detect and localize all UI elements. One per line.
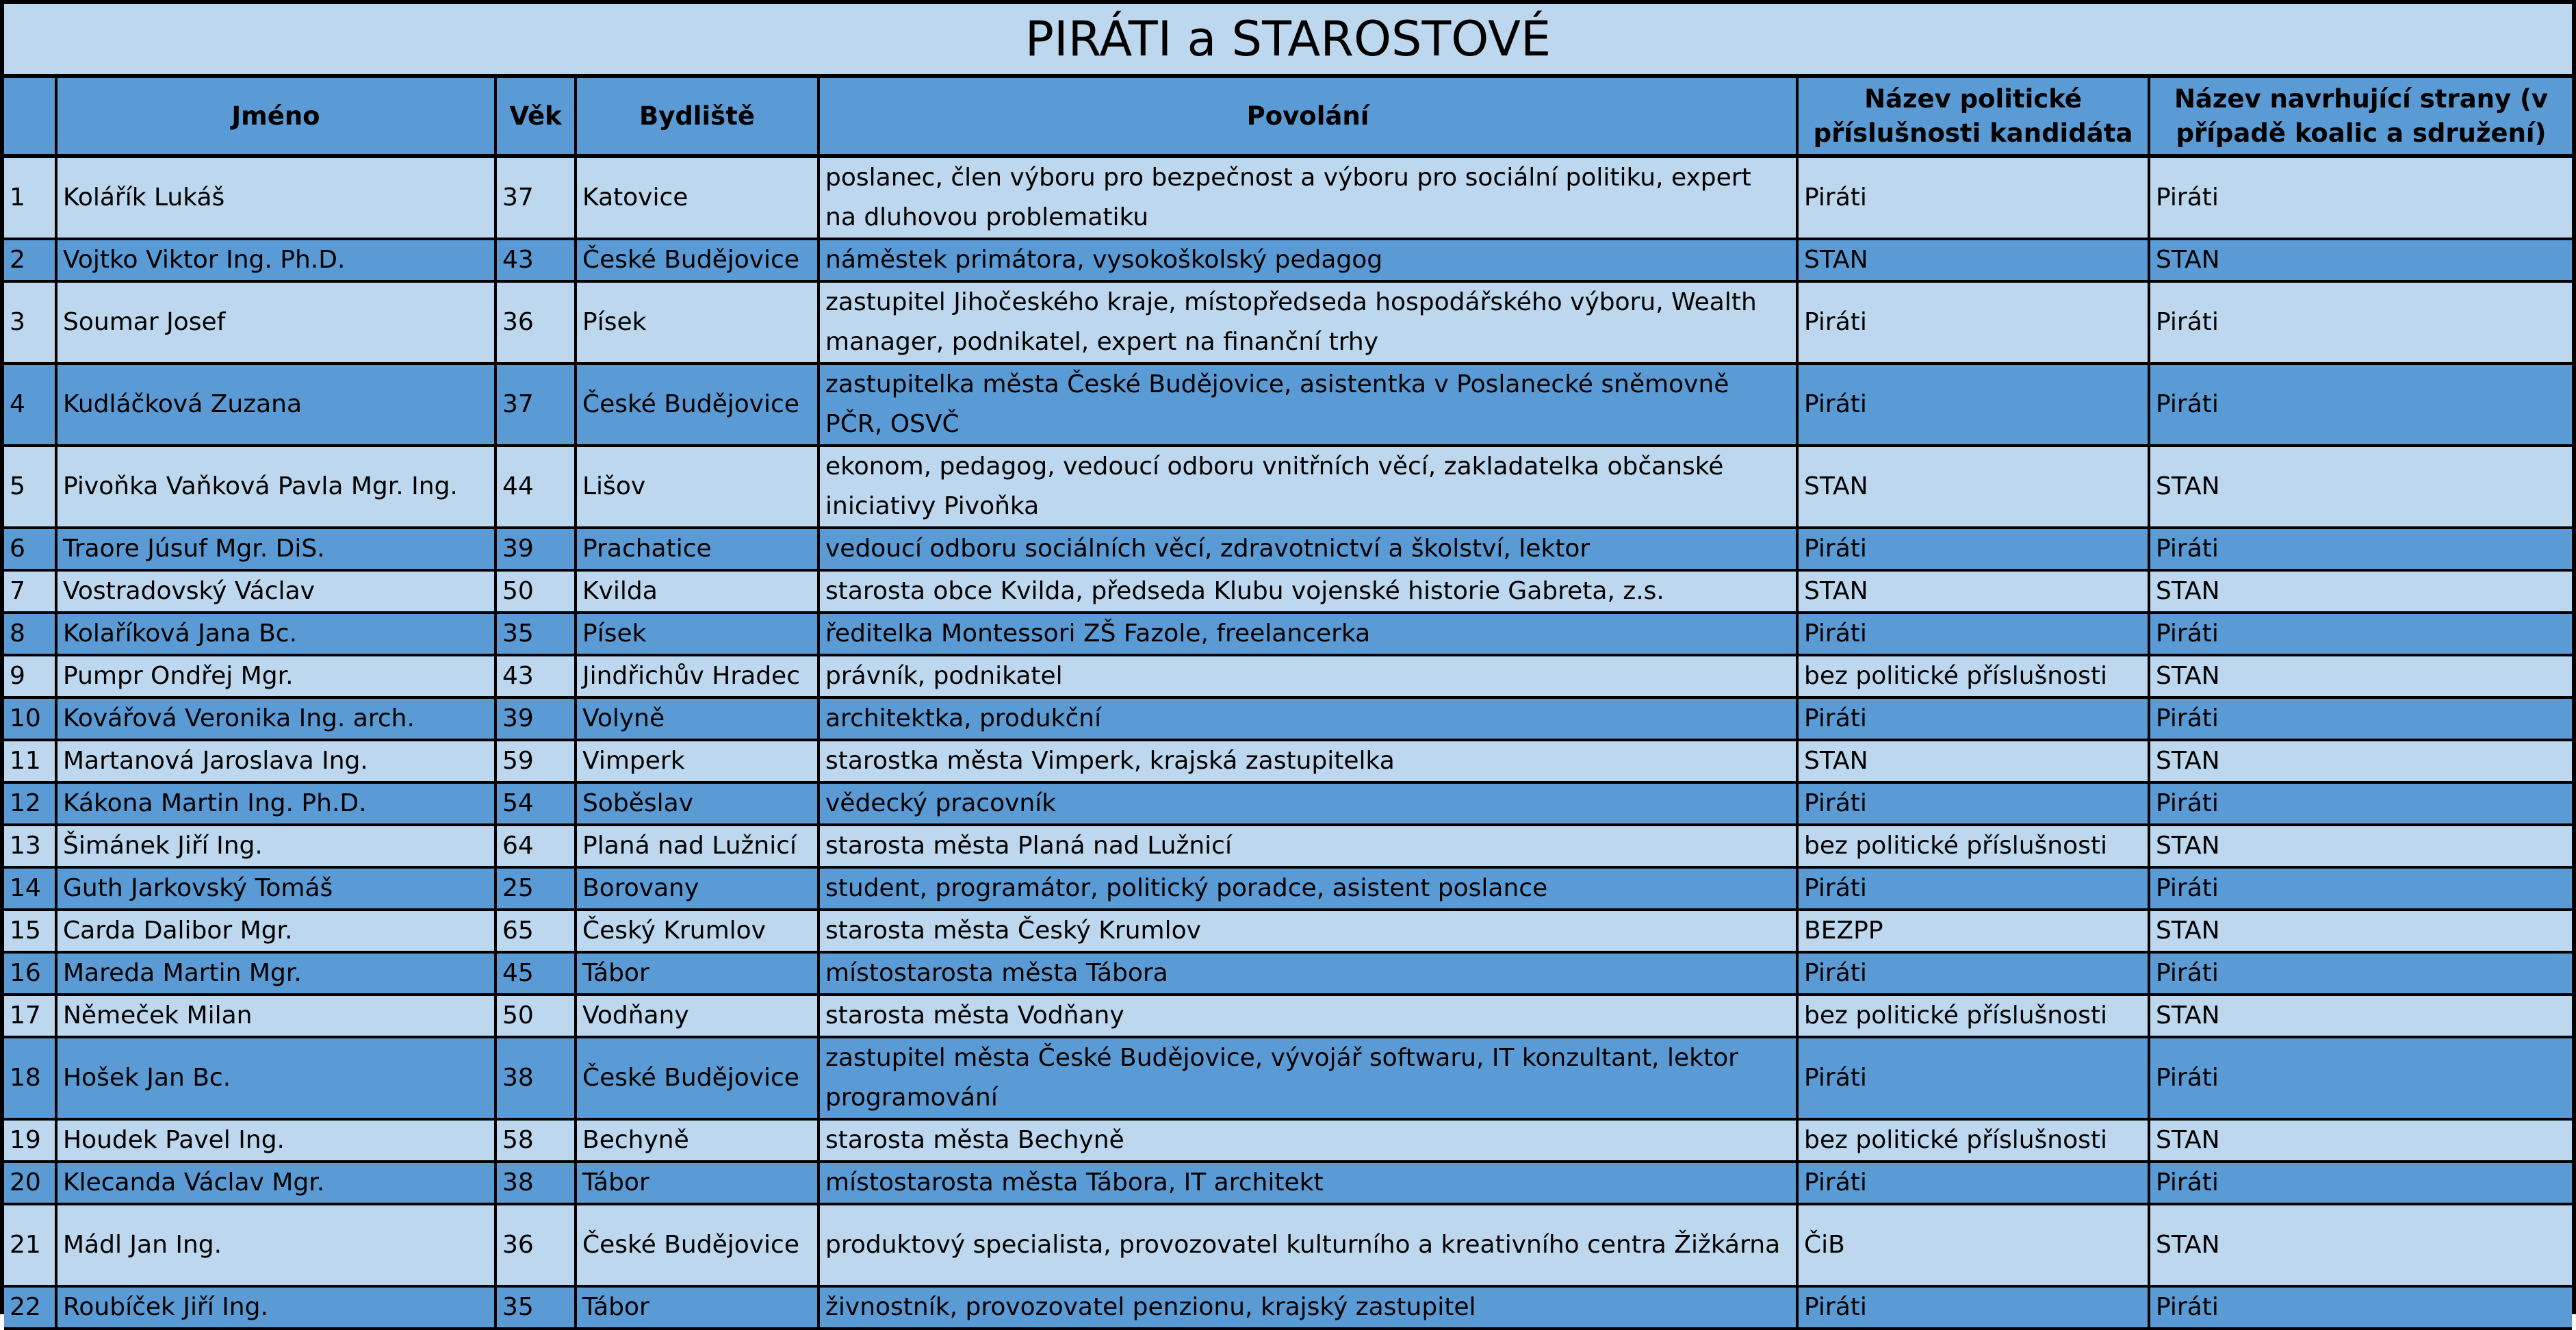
political-affiliation-cell[interactable]: Piráti xyxy=(1797,952,2149,995)
name-cell[interactable]: Soumar Josef xyxy=(56,281,495,363)
political-affiliation-cell[interactable]: STAN xyxy=(1797,570,2149,613)
table-row xyxy=(4,952,2572,995)
political-affiliation-cell[interactable]: Piráti xyxy=(1797,156,2149,239)
name-cell[interactable]: Kákona Martin Ing. Ph.D. xyxy=(56,782,495,825)
occupation-cell[interactable]: živnostník, provozovatel penzionu, krajský zastupitel xyxy=(819,1286,1797,1329)
row-number-cell[interactable]: 18 xyxy=(4,1037,56,1119)
residence-cell[interactable]: Jindřichův Hradec xyxy=(576,655,819,698)
age-cell[interactable]: 44 xyxy=(495,446,576,528)
table-row xyxy=(4,1037,2572,1119)
occupation-cell[interactable]: vědecký pracovník xyxy=(819,782,1797,825)
table-row xyxy=(4,446,2572,528)
name-cell[interactable]: Houdek Pavel Ing. xyxy=(56,1119,495,1162)
political-affiliation-cell[interactable]: STAN xyxy=(1797,446,2149,528)
header-number[interactable] xyxy=(4,78,56,156)
header-name[interactable]: Jméno xyxy=(56,78,495,156)
name-cell[interactable]: Martanová Jaroslava Ing. xyxy=(56,740,495,782)
table-row xyxy=(4,281,2572,363)
political-affiliation-cell[interactable]: STAN xyxy=(1797,740,2149,782)
occupation-cell[interactable]: ředitelka Montessori ZŠ Fazole, freelancerka xyxy=(819,613,1797,655)
occupation-cell[interactable]: právník, podnikatel xyxy=(819,655,1797,698)
nominating-party-cell[interactable]: Piráti xyxy=(2149,698,2572,740)
name-cell[interactable]: Pivoňka Vaňková Pavla Mgr. Ing. xyxy=(56,446,495,528)
name-cell[interactable]: Vojtko Viktor Ing. Ph.D. xyxy=(56,239,495,281)
political-affiliation-cell[interactable]: Piráti xyxy=(1797,1162,2149,1204)
name-cell[interactable]: Šimánek Jiří Ing. xyxy=(56,825,495,867)
residence-cell[interactable]: Písek xyxy=(576,613,819,655)
occupation-cell[interactable]: produktový specialista, provozovatel kulturního a kreativního centra Žižkárna xyxy=(819,1204,1797,1286)
nominating-party-cell[interactable]: STAN xyxy=(2149,825,2572,867)
name-cell[interactable]: Roubíček Jiří Ing. xyxy=(56,1286,495,1329)
occupation-cell[interactable]: místostarosta města Tábora, IT architekt xyxy=(819,1162,1797,1204)
occupation-cell[interactable]: místostarosta města Tábora xyxy=(819,952,1797,995)
age-cell[interactable]: 43 xyxy=(495,655,576,698)
candidates-table xyxy=(4,78,2572,1330)
residence-cell[interactable]: Tábor xyxy=(576,952,819,995)
row-number-cell[interactable]: 20 xyxy=(4,1162,56,1204)
row-number-cell[interactable]: 12 xyxy=(4,782,56,825)
occupation-cell[interactable]: starosta města Bechyně xyxy=(819,1119,1797,1162)
political-affiliation-cell[interactable]: Piráti xyxy=(1797,1037,2149,1119)
age-cell[interactable]: 58 xyxy=(495,1119,576,1162)
residence-cell[interactable]: České Budějovice xyxy=(576,1204,819,1286)
nominating-party-cell[interactable]: Piráti xyxy=(2149,363,2572,446)
occupation-cell[interactable]: zastupitelka města České Budějovice, asistentka v Poslanecké sněmovně PČR, OSVČ xyxy=(819,363,1797,446)
occupation-cell[interactable]: ekonom, pedagog, vedoucí odboru vnitřních věcí, zakladatelka občanské iniciativy Pivoňka xyxy=(819,446,1797,528)
name-cell[interactable]: Guth Jarkovský Tomáš xyxy=(56,867,495,910)
nominating-party-cell[interactable]: STAN xyxy=(2149,1204,2572,1286)
row-number-cell[interactable]: 8 xyxy=(4,613,56,655)
row-number-cell[interactable]: 17 xyxy=(4,995,56,1037)
nominating-party-cell[interactable]: Piráti xyxy=(2149,156,2572,239)
age-cell[interactable]: 38 xyxy=(495,1037,576,1119)
nominating-party-cell[interactable]: STAN xyxy=(2149,740,2572,782)
occupation-cell[interactable]: poslanec, člen výboru pro bezpečnost a výboru pro sociální politiku, expert na dluhovou problematiku xyxy=(819,156,1797,239)
title-bar xyxy=(4,4,2572,78)
header-political-affiliation[interactable]: Název politické příslušnosti kandidáta xyxy=(1797,78,2149,156)
table-row xyxy=(4,1119,2572,1162)
occupation-cell[interactable]: vedoucí odboru sociálních věcí, zdravotnictví a školství, lektor xyxy=(819,528,1797,570)
political-affiliation-cell[interactable]: Piráti xyxy=(1797,363,2149,446)
nominating-party-cell[interactable]: STAN xyxy=(2149,1119,2572,1162)
age-cell[interactable]: 59 xyxy=(495,740,576,782)
row-number-cell[interactable]: 15 xyxy=(4,910,56,952)
name-cell[interactable]: Carda Dalibor Mgr. xyxy=(56,910,495,952)
age-cell[interactable]: 25 xyxy=(495,867,576,910)
nominating-party-cell[interactable]: STAN xyxy=(2149,239,2572,281)
row-number-cell[interactable]: 4 xyxy=(4,363,56,446)
name-cell[interactable]: Kovářová Veronika Ing. arch. xyxy=(56,698,495,740)
occupation-cell[interactable]: starosta obce Kvilda, předseda Klubu vojenské historie Gabreta, z.s. xyxy=(819,570,1797,613)
row-number-cell[interactable]: 21 xyxy=(4,1204,56,1286)
name-cell[interactable]: Mádl Jan Ing. xyxy=(56,1204,495,1286)
row-number-cell[interactable]: 6 xyxy=(4,528,56,570)
residence-cell[interactable]: Lišov xyxy=(576,446,819,528)
age-cell[interactable]: 39 xyxy=(495,528,576,570)
row-number-cell[interactable]: 1 xyxy=(4,156,56,239)
table-body xyxy=(4,156,2572,1329)
row-number-cell[interactable]: 9 xyxy=(4,655,56,698)
row-number-cell[interactable]: 22 xyxy=(4,1286,56,1329)
nominating-party-cell[interactable]: Piráti xyxy=(2149,782,2572,825)
nominating-party-cell[interactable]: Piráti xyxy=(2149,528,2572,570)
name-cell[interactable]: Vostradovský Václav xyxy=(56,570,495,613)
table-row xyxy=(4,867,2572,910)
table-row xyxy=(4,782,2572,825)
residence-cell[interactable]: Prachatice xyxy=(576,528,819,570)
political-affiliation-cell[interactable]: bez politické příslušnosti xyxy=(1797,995,2149,1037)
political-affiliation-cell[interactable]: bez politické příslušnosti xyxy=(1797,1119,2149,1162)
residence-cell[interactable]: Vimperk xyxy=(576,740,819,782)
age-cell[interactable]: 35 xyxy=(495,1286,576,1329)
table-row xyxy=(4,613,2572,655)
name-cell[interactable]: Klecanda Václav Mgr. xyxy=(56,1162,495,1204)
residence-cell[interactable]: České Budějovice xyxy=(576,363,819,446)
table-row xyxy=(4,655,2572,698)
row-number-cell[interactable]: 2 xyxy=(4,239,56,281)
table-row xyxy=(4,995,2572,1037)
political-affiliation-cell[interactable]: Piráti xyxy=(1797,281,2149,363)
table-row xyxy=(4,239,2572,281)
political-affiliation-cell[interactable]: bez politické příslušnosti xyxy=(1797,655,2149,698)
table-row xyxy=(4,1286,2572,1329)
nominating-party-cell[interactable]: STAN xyxy=(2149,570,2572,613)
table-row xyxy=(4,698,2572,740)
row-number-cell[interactable]: 10 xyxy=(4,698,56,740)
age-cell[interactable]: 43 xyxy=(495,239,576,281)
row-number-cell[interactable]: 3 xyxy=(4,281,56,363)
row-number-cell[interactable]: 7 xyxy=(4,570,56,613)
occupation-cell[interactable]: student, programátor, politický poradce, asistent poslance xyxy=(819,867,1797,910)
political-affiliation-cell[interactable]: STAN xyxy=(1797,239,2149,281)
residence-cell[interactable]: Katovice xyxy=(576,156,819,239)
residence-cell[interactable]: Tábor xyxy=(576,1286,819,1329)
row-number-cell[interactable]: 5 xyxy=(4,446,56,528)
residence-cell[interactable]: Vodňany xyxy=(576,995,819,1037)
nominating-party-cell[interactable]: STAN xyxy=(2149,995,2572,1037)
occupation-cell[interactable]: zastupitel města České Budějovice, vývojář softwaru, IT konzultant, lektor programování xyxy=(819,1037,1797,1119)
political-affiliation-cell[interactable]: Piráti xyxy=(1797,698,2149,740)
age-cell[interactable]: 37 xyxy=(495,363,576,446)
age-cell[interactable]: 45 xyxy=(495,952,576,995)
header-age[interactable]: Věk xyxy=(495,78,576,156)
age-cell[interactable]: 39 xyxy=(495,698,576,740)
header-nominating-party[interactable]: Název navrhující strany (v případě koalic a sdružení) xyxy=(2149,78,2572,156)
residence-cell[interactable]: České Budějovice xyxy=(576,1037,819,1119)
nominating-party-cell[interactable]: STAN xyxy=(2149,910,2572,952)
residence-cell[interactable]: Bechyně xyxy=(576,1119,819,1162)
row-number-cell[interactable]: 14 xyxy=(4,867,56,910)
political-affiliation-cell[interactable]: Piráti xyxy=(1797,613,2149,655)
age-cell[interactable]: 36 xyxy=(495,1204,576,1286)
name-cell[interactable]: Kudláčková Zuzana xyxy=(56,363,495,446)
residence-cell[interactable]: Soběslav xyxy=(576,782,819,825)
table-row xyxy=(4,825,2572,867)
name-cell[interactable]: Kolaříková Jana Bc. xyxy=(56,613,495,655)
occupation-cell[interactable]: starosta města Český Krumlov xyxy=(819,910,1797,952)
political-affiliation-cell[interactable]: Piráti xyxy=(1797,528,2149,570)
name-cell[interactable]: Traore Júsuf Mgr. DiS. xyxy=(56,528,495,570)
row-number-cell[interactable]: 13 xyxy=(4,825,56,867)
age-cell[interactable]: 50 xyxy=(495,570,576,613)
page-title: PIRÁTI a STAROSTOVÉ xyxy=(1025,11,1551,67)
occupation-cell[interactable]: starostka města Vimperk, krajská zastupitelka xyxy=(819,740,1797,782)
table-row xyxy=(4,1204,2572,1286)
table-row xyxy=(4,910,2572,952)
political-affiliation-cell[interactable]: Piráti xyxy=(1797,867,2149,910)
residence-cell[interactable]: Český Krumlov xyxy=(576,910,819,952)
age-cell[interactable]: 36 xyxy=(495,281,576,363)
nominating-party-cell[interactable]: Piráti xyxy=(2149,867,2572,910)
header-occupation[interactable]: Povolání xyxy=(819,78,1797,156)
age-cell[interactable]: 54 xyxy=(495,782,576,825)
residence-cell[interactable]: Planá nad Lužnicí xyxy=(576,825,819,867)
row-number-cell[interactable]: 11 xyxy=(4,740,56,782)
nominating-party-cell[interactable]: Piráti xyxy=(2149,1037,2572,1119)
occupation-cell[interactable]: zastupitel Jihočeského kraje, místopředseda hospodářského výboru, Wealth manager, podnikatel, expert na finanční trhy xyxy=(819,281,1797,363)
nominating-party-cell[interactable]: STAN xyxy=(2149,446,2572,528)
name-cell[interactable]: Pumpr Ondřej Mgr. xyxy=(56,655,495,698)
political-affiliation-cell[interactable]: bez politické příslušnosti xyxy=(1797,825,2149,867)
age-cell[interactable]: 50 xyxy=(495,995,576,1037)
table-row xyxy=(4,156,2572,239)
political-affiliation-cell[interactable]: BEZPP xyxy=(1797,910,2149,952)
header-row xyxy=(4,78,2572,156)
header-residence[interactable]: Bydliště xyxy=(576,78,819,156)
occupation-cell[interactable]: architektka, produkční xyxy=(819,698,1797,740)
row-number-cell[interactable]: 16 xyxy=(4,952,56,995)
residence-cell[interactable]: Písek xyxy=(576,281,819,363)
occupation-cell[interactable]: starosta města Planá nad Lužnicí xyxy=(819,825,1797,867)
residence-cell[interactable]: České Budějovice xyxy=(576,239,819,281)
residence-cell[interactable]: Volyně xyxy=(576,698,819,740)
political-affiliation-cell[interactable]: ČiB xyxy=(1797,1204,2149,1286)
age-cell[interactable]: 37 xyxy=(495,156,576,239)
age-cell[interactable]: 64 xyxy=(495,825,576,867)
occupation-cell[interactable]: náměstek primátora, vysokoškolský pedagog xyxy=(819,239,1797,281)
residence-cell[interactable]: Tábor xyxy=(576,1162,819,1204)
nominating-party-cell[interactable]: STAN xyxy=(2149,655,2572,698)
table-row xyxy=(4,1162,2572,1204)
table-row xyxy=(4,570,2572,613)
row-number-cell[interactable]: 19 xyxy=(4,1119,56,1162)
age-cell[interactable]: 35 xyxy=(495,613,576,655)
table-row xyxy=(4,363,2572,446)
table-row xyxy=(4,740,2572,782)
table-row xyxy=(4,528,2572,570)
name-cell[interactable]: Hošek Jan Bc. xyxy=(56,1037,495,1119)
political-affiliation-cell[interactable]: Piráti xyxy=(1797,1286,2149,1329)
name-cell[interactable]: Kolářík Lukáš xyxy=(56,156,495,239)
name-cell[interactable]: Němeček Milan xyxy=(56,995,495,1037)
name-cell[interactable]: Mareda Martin Mgr. xyxy=(56,952,495,995)
nominating-party-cell[interactable]: Piráti xyxy=(2149,1162,2572,1204)
residence-cell[interactable]: Kvilda xyxy=(576,570,819,613)
nominating-party-cell[interactable]: Piráti xyxy=(2149,952,2572,995)
residence-cell[interactable]: Borovany xyxy=(576,867,819,910)
age-cell[interactable]: 38 xyxy=(495,1162,576,1204)
political-affiliation-cell[interactable]: Piráti xyxy=(1797,782,2149,825)
nominating-party-cell[interactable]: Piráti xyxy=(2149,281,2572,363)
occupation-cell[interactable]: starosta města Vodňany xyxy=(819,995,1797,1037)
age-cell[interactable]: 65 xyxy=(495,910,576,952)
nominating-party-cell[interactable]: Piráti xyxy=(2149,1286,2572,1329)
nominating-party-cell[interactable]: Piráti xyxy=(2149,613,2572,655)
